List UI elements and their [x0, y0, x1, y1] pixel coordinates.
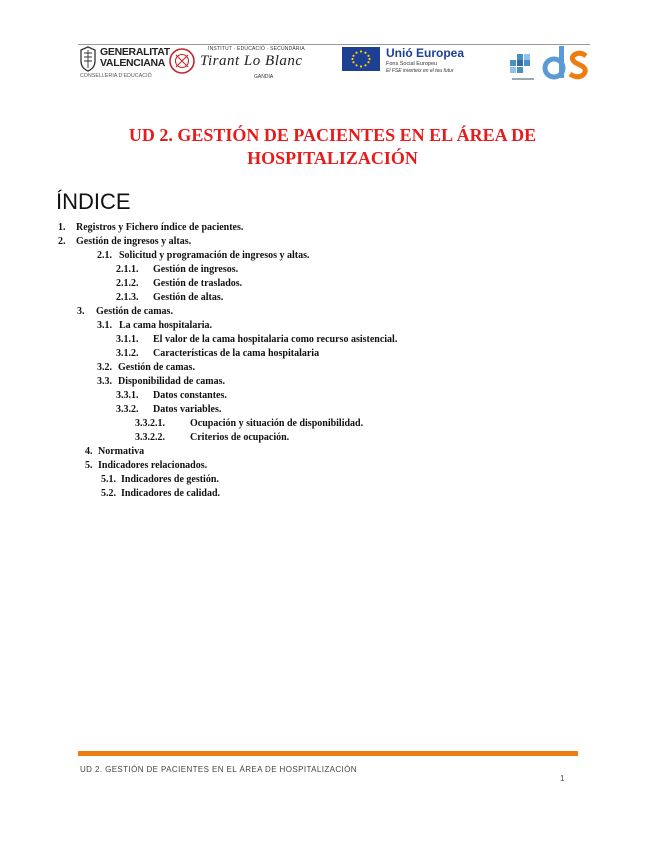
- tirant-line1: INSTITUT · EDUCACIÓ · SECUNDÀRIA: [208, 46, 305, 52]
- toc-item: 5. Indicadores relacionados.: [85, 460, 208, 471]
- toc-item: 3.3.1. Datos constantes.: [116, 390, 227, 401]
- title-line2: HOSPITALIZACIÓN: [247, 148, 418, 168]
- cs-brand-icon: [504, 46, 590, 86]
- toc-item: 3.1. La cama hospitalaria.: [97, 320, 213, 331]
- generalitat-emblem-icon: [78, 46, 98, 72]
- eu-line3: El FSE inverteix en el teu futur: [386, 68, 454, 74]
- eu-flag-icon: [342, 46, 380, 72]
- generalitat-line1: GENERALITAT: [100, 46, 170, 58]
- eu-line2: Fons Social Europeu: [386, 61, 438, 67]
- toc-item: 5.1. Indicadores de gestión.: [101, 474, 219, 485]
- toc-item: 2.1.1. Gestión de ingresos.: [116, 264, 239, 275]
- toc-item: 3.1.2. Características de la cama hospitalaria: [116, 348, 320, 359]
- toc-item: 5.2. Indicadores de calidad.: [101, 488, 220, 499]
- page-number: 1: [560, 774, 565, 783]
- eu-line1: Unió Europea: [386, 46, 465, 60]
- toc-item: 2.1.3. Gestión de altas.: [116, 292, 224, 303]
- tirant-emblem-icon: [168, 46, 196, 76]
- tirant-line2: Tirant Lo Blanc: [200, 53, 303, 69]
- tirant-line3: GANDIA: [254, 74, 274, 80]
- toc-item: 2.1.2. Gestión de traslados.: [116, 278, 243, 289]
- toc-item: 3.1.1. El valor de la cama hospitalaria como recurso asistencial.: [116, 334, 398, 345]
- toc-item: 1. Registros y Fichero índice de pacientes.: [58, 222, 244, 233]
- header-rule: [78, 44, 590, 45]
- toc-item: 3.3.2.2. Criterios de ocupación.: [135, 432, 290, 443]
- generalitat-logo: [78, 46, 170, 88]
- toc-item: 3.3.2. Datos variables.: [116, 404, 222, 415]
- toc-item: 3.2. Gestión de camas.: [97, 362, 195, 373]
- title-line1: UD 2. GESTIÓN DE PACIENTES EN EL ÁREA DE: [128, 125, 537, 145]
- eu-logo: [342, 46, 492, 88]
- generalitat-line2: VALENCIANA: [100, 57, 166, 69]
- cs-logo: [504, 46, 590, 88]
- toc-item: 4. Normativa: [85, 446, 145, 457]
- header-logos: [78, 46, 590, 88]
- toc-item: 3. Gestión de camas.: [77, 306, 173, 317]
- toc-item: 2. Gestión de ingresos y altas.: [58, 236, 192, 247]
- tirant-logo: [168, 46, 328, 88]
- generalitat-line3: CONSELLERIA D'EDUCACIÓ: [80, 73, 152, 79]
- index-heading: ÍNDICE: [56, 189, 131, 214]
- toc-item: 2.1. Solicitud y programación de ingresos y altas.: [97, 250, 310, 261]
- toc-item: 3.3. Disponibilidad de camas.: [97, 376, 225, 387]
- toc-item: 3.3.2.1. Ocupación y situación de disponibilidad.: [135, 418, 364, 429]
- footer-rule: [78, 751, 578, 756]
- page-title: [60, 124, 605, 170]
- footer-text: UD 2. GESTIÓN DE PACIENTES EN EL ÁREA DE HOSPITALIZACIÓN: [80, 765, 357, 774]
